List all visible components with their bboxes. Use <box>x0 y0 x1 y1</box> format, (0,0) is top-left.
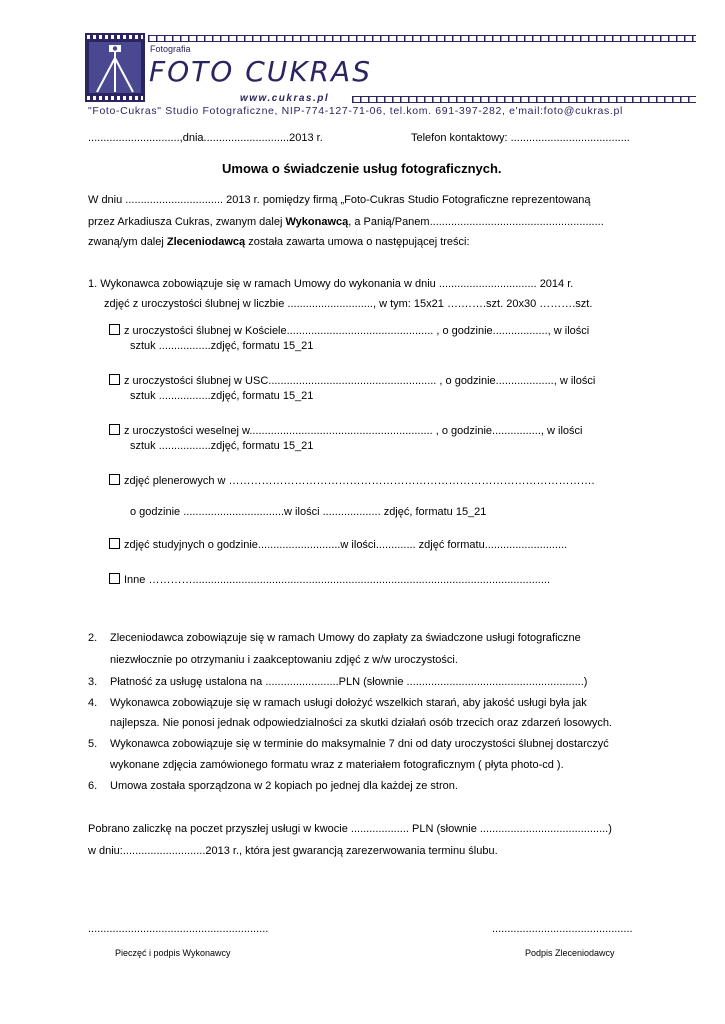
option-outdoor-line2: o godzinie .................................w ilości ................... zdjęć, formatu 15_21 <box>130 506 487 518</box>
point-4-num: 4. <box>88 697 98 709</box>
film-border-top <box>148 35 696 42</box>
option-usc-line2: sztuk .................zdjęć, formatu 15_21 <box>130 390 314 402</box>
page-title: Umowa o świadczenie usług fotograficznych. <box>222 161 502 176</box>
point-5-num: 5. <box>88 738 98 750</box>
point-6-num: 6. <box>88 780 98 792</box>
point-5-line-1: Wykonawca zobowiązuje się w terminie do maksymalnie 7 dni od daty uroczystości ślubnej dostarczyć <box>110 738 609 750</box>
option-usc: z uroczystości ślubnej w USC....................................................... , o godzinie..................., w ilości <box>109 374 595 387</box>
signature-label-contractor: Pieczęć i podpis Wykonawcy <box>115 948 231 958</box>
point-6-line-1: Umowa została sporządzona w 2 kopiach po jednej dla każdej ze stron. <box>110 780 458 792</box>
option-church: z uroczystości ślubnej w Kościele................................................ , o godzinie.................., w ilości <box>109 324 589 337</box>
tripod-filmstrip-icon <box>85 33 145 102</box>
point-4-line-1: Wykonawca zobowiązuje się w ramach usługi dołożyć wszelkich starań, aby jakość usługi była jak <box>110 697 587 709</box>
option-church-line2: sztuk .................zdjęć, formatu 15_21 <box>130 340 314 352</box>
deposit-line-2: w dniu:...........................2013 r., która jest gwarancją zarezerwowania terminu ślubu. <box>88 845 498 857</box>
checkbox-church[interactable] <box>109 324 120 335</box>
deposit-line-1: Pobrano zaliczkę na poczet przyszłej usługi w kwocie ................... PLN (słownie ..........................................) <box>88 823 612 835</box>
point-5-line-2: wykonane zdjęcia zamówionego formatu wraz z materiałem fotograficznym ( płyta photo-cd ). <box>110 759 564 771</box>
point-2-num: 2. <box>88 632 98 644</box>
option-wedding: z uroczystości weselnej w............................................................ , o godzinie................, w ilości <box>109 424 582 437</box>
fotografia-label: Fotografia <box>150 44 191 54</box>
point-2-line-2: niezwłocznie po otrzymaniu i zaakceptowaniu zdjęć z w/w uroczystości. <box>110 654 458 666</box>
option-outdoor: zdjęć plenerowych w ………………………………………………………………………………………. <box>109 474 595 487</box>
point-4-line-2: najlepsza. Nie ponosi jednak odpowiedzialności za skutki działań osób trzecich oraz zdarzeń losowych. <box>110 717 612 729</box>
date-place-line: ..............................,dnia............................2013 r. <box>88 132 323 144</box>
checkbox-wedding[interactable] <box>109 424 120 435</box>
option-other: Inne …………..................................................................................................................... <box>109 573 550 586</box>
intro-line-3: zwaną/ym dalej Zleceniodawcą została zawarta umowa o następującej treści: <box>88 236 470 248</box>
website-label: www.cukras.pl <box>240 93 330 104</box>
film-border-right <box>352 96 696 103</box>
intro-line-1: W dniu ................................ 2013 r. pomiędzy firmą „Foto-Cukras Studio Fotograficzne reprezentowaną <box>88 194 591 206</box>
brand-name: FOTO CUKRAS <box>149 55 372 88</box>
checkbox-studio[interactable] <box>109 538 120 549</box>
section1-line-2: zdjęć z uroczystości ślubnej w liczbie ............................, w tym: 15x21 ….…….szt. 20x30 ……….szt. <box>104 298 593 310</box>
point-3-num: 3. <box>88 676 98 688</box>
checkbox-outdoor[interactable] <box>109 474 120 485</box>
option-studio: zdjęć studyjnych o godzinie...........................w ilości............. zdjęć formatu........................... <box>109 538 567 551</box>
option-wedding-line2: sztuk .................zdjęć, formatu 15_21 <box>130 440 314 452</box>
point-3-line-1: Płatność za usługę ustalona na ........................PLN (słownie ..........................................................) <box>110 676 588 688</box>
signature-label-client: Podpis Zleceniodawcy <box>525 948 615 958</box>
signature-line-client: .............................................. <box>492 923 633 935</box>
intro-line-2: przez Arkadiusza Cukras, zwanym dalej Wykonawcą, a Panią/Panem......................................................... <box>88 216 604 228</box>
phone-line: Telefon kontaktowy: ....................................... <box>411 132 630 144</box>
point-2-line-1: Zleceniodawca zobowiązuje się w ramach Umowy do zapłaty za świadczone usługi fotograficzne <box>110 632 581 644</box>
checkbox-usc[interactable] <box>109 374 120 385</box>
signature-line-contractor: ........................................................... <box>88 923 269 935</box>
contact-line: "Foto-Cukras" Studio Fotograficzne, NIP-774-127-71-06, tel.kom. 691-397-282, e'mail:foto@cukras.pl <box>88 105 623 117</box>
checkbox-other[interactable] <box>109 573 120 584</box>
section1-line-1: 1. Wykonawca zobowiązuje się w ramach Umowy do wykonania w dniu ................................ 2014 r. <box>88 278 574 290</box>
